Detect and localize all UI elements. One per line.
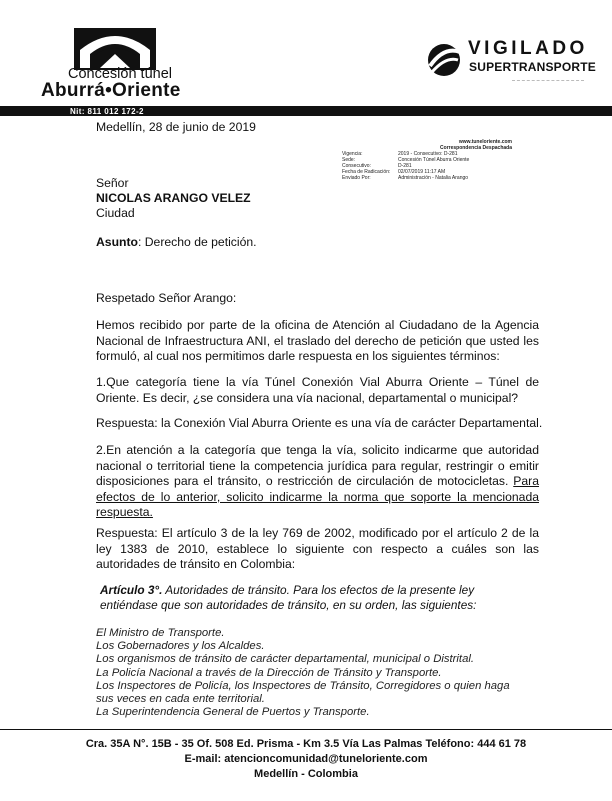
stamp-row: Vigencia: 2019 - Consecutivo: D-281 — [342, 151, 458, 157]
article-label: Artículo 3°. — [100, 583, 163, 597]
nit-number: Nit: 811 012 172-2 — [70, 107, 144, 116]
footer-divider — [0, 729, 612, 730]
question-1: 1.Que categoría tiene la vía Túnel Conexión Vial Aburra Oriente – Túnel de Oriente. Es decir, ¿se considera una vía nacional, departamental o municipal? — [96, 375, 539, 405]
recipient-name: NICOLAS ARANGO VELEZ — [96, 191, 251, 205]
list-item: La Superintendencia General de Puertos y Transporte. — [96, 706, 370, 719]
footer-address: Cra. 35A N°. 15B - 35 Of. 508 Ed. Prisma - Km 3.5 Vía Las Palmas Teléfono: 444 61 78 — [85, 738, 527, 750]
subject-text: : Derecho de petición. — [137, 235, 257, 249]
stamp-row: Sede: Concesión Túnel Aburra Oriente — [342, 157, 470, 163]
article-text: Autoridades de tránsito. Para los efectos de la presente ley entiéndase que son autoridades de tránsito, en su orden, las siguientes: — [100, 583, 477, 612]
list-item: El Ministro de Transporte. — [96, 627, 225, 639]
greeting: Respetado Señor Arango: — [96, 291, 237, 305]
letter-date: Medellín, 28 de junio de 2019 — [96, 120, 256, 134]
stamp-row: Fecha de Radicación: 02/07/2019 11:17 AM — [342, 169, 446, 175]
brand-name-line1: Concesión túnel — [68, 66, 172, 82]
stamp-row: Consecutivo: D-281 — [342, 163, 412, 169]
stamp-row: Enviado Por: Administración - Natalia Arango — [342, 175, 469, 181]
stamp-title: Correspondencia Despachada — [440, 145, 512, 151]
question-2: 2.En atención a la categoría que tenga la vía, solicito indicarme que autoridad nacional o territorial tiene la competencia jurídica para regular, restringir o emitir disposiciones para el tránsito, o restricción de circulación de motocicletas. Para efectos de lo anterior, solicito indicarme la norma que soporte la mencionada respuesta. — [96, 443, 539, 520]
salutation: Señor — [96, 176, 129, 190]
list-item: Los Gobernadores y los Alcaldes. — [96, 640, 265, 653]
footer-city: Medellín - Colombia — [254, 768, 358, 780]
authority-list — [96, 627, 516, 719]
list-item: Los organismos de tránsito de carácter departamental, municipal o Distrital. — [96, 653, 474, 666]
subject-label: Asunto — [96, 235, 138, 249]
answer-2: Respuesta: El artículo 3 de la ley 769 de 2002, modificado por el artículo 2 de la ley 1383 de 2010, establece lo siguiente con respecto a cuáles son las autoridades de tránsito en Colombia: — [96, 526, 539, 572]
dispatch-stamp — [342, 139, 512, 181]
footer-email: E-mail: atencioncomunidad@tuneloriente.com — [184, 753, 428, 765]
subject-line — [96, 235, 257, 251]
paragraph-intro: Hemos recibido por parte de la oficina de Atención al Ciudadano de la Agencia Nacional de Infraestructura ANI, el traslado del derecho de petición que usted les formuló, al cual nos permitimos darle respuesta en los siguientes términos: — [96, 318, 539, 364]
vigilado-underline — [512, 80, 584, 81]
supertransporte-label: SUPERTRANSPORTE — [469, 60, 597, 74]
vigilado-title: VIGILADO — [468, 38, 588, 59]
recipient-city: Ciudad — [96, 206, 135, 220]
answer-1: Respuesta: la Conexión Vial Aburra Oriente es una vía de carácter Departamental. — [96, 416, 543, 430]
supertransporte-logo-icon — [424, 42, 464, 78]
list-item: Los Inspectores de Policía, los Inspectores de Tránsito, Corregidores o quien haga sus veces en cada ente territorial. — [96, 679, 510, 706]
stamp-website: www.tuneloriente.com — [458, 139, 512, 145]
article-3 — [100, 583, 500, 613]
tunnel-logo — [74, 28, 156, 70]
brand-name-line2: Aburrá•Oriente — [41, 80, 181, 101]
list-item: La Policía Nacional a través de la Dirección de Tránsito y Transporte. — [96, 666, 442, 679]
question-2-underlined: Para efectos de lo anterior, solicito indicarme la norma que soporte la mencionada respuesta. — [96, 474, 539, 520]
